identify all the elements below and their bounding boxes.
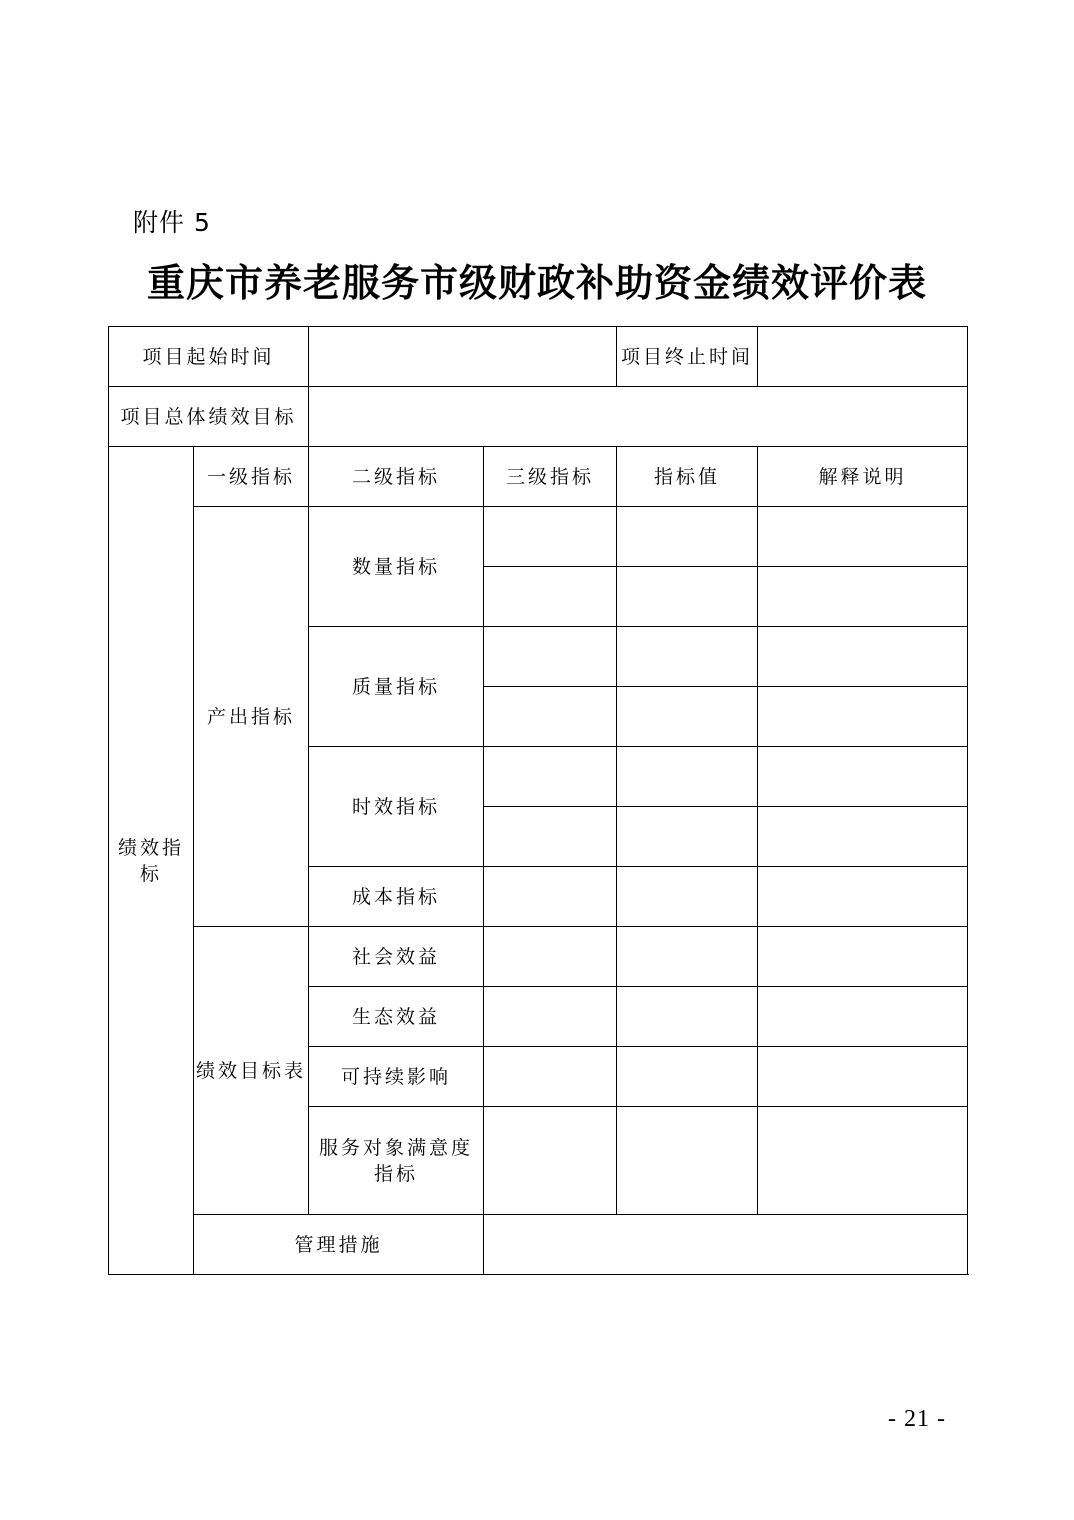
column-header-level3: 三级指标 (484, 447, 617, 507)
explanation-cell[interactable] (758, 1107, 968, 1215)
value-cell[interactable] (617, 987, 758, 1047)
value-cell[interactable] (617, 807, 758, 867)
cost-indicator-label: 成本指标 (309, 867, 484, 927)
value-cell[interactable] (617, 687, 758, 747)
level3-cell[interactable] (484, 627, 617, 687)
explanation-cell[interactable] (758, 687, 968, 747)
explanation-cell[interactable] (758, 867, 968, 927)
level3-cell[interactable] (484, 807, 617, 867)
explanation-cell[interactable] (758, 927, 968, 987)
page-number: - 21 - (888, 1406, 946, 1432)
explanation-cell[interactable] (758, 567, 968, 627)
quantity-indicator-label: 数量指标 (309, 507, 484, 627)
level3-cell[interactable] (484, 867, 617, 927)
overall-goal-field[interactable] (309, 387, 968, 447)
value-cell[interactable] (617, 747, 758, 807)
end-time-label: 项目终止时间 (617, 327, 758, 387)
attachment-label: 附件 5 (133, 208, 211, 237)
sustainable-impact-label: 可持续影响 (309, 1047, 484, 1107)
ecological-benefit-label: 生态效益 (309, 987, 484, 1047)
level3-cell[interactable] (484, 1047, 617, 1107)
overall-goal-label: 项目总体绩效目标 (109, 387, 309, 447)
value-cell[interactable] (617, 567, 758, 627)
level3-cell[interactable] (484, 567, 617, 627)
satisfaction-indicator-label: 服务对象满意度指标 (309, 1107, 484, 1215)
quality-indicator-label: 质量指标 (309, 627, 484, 747)
value-cell[interactable] (617, 1047, 758, 1107)
explanation-cell[interactable] (758, 1047, 968, 1107)
level3-cell[interactable] (484, 927, 617, 987)
column-header-level1: 一级指标 (194, 447, 309, 507)
management-measures-label: 管理措施 (194, 1215, 484, 1275)
explanation-cell[interactable] (758, 987, 968, 1047)
performance-target-table-label: 绩效目标表 (194, 927, 309, 1215)
timeliness-indicator-label: 时效指标 (309, 747, 484, 867)
column-header-value: 指标值 (617, 447, 758, 507)
level3-cell[interactable] (484, 987, 617, 1047)
output-indicators-label: 产出指标 (194, 507, 309, 927)
explanation-cell[interactable] (758, 747, 968, 807)
form-title: 重庆市养老服务市级财政补助资金绩效评价表 (146, 260, 927, 305)
value-cell[interactable] (617, 1107, 758, 1215)
value-cell[interactable] (617, 627, 758, 687)
explanation-cell[interactable] (758, 507, 968, 567)
start-time-label: 项目起始时间 (109, 327, 309, 387)
level3-cell[interactable] (484, 1107, 617, 1215)
performance-evaluation-table (108, 326, 968, 1275)
column-header-explanation: 解释说明 (758, 447, 968, 507)
level3-cell[interactable] (484, 747, 617, 807)
performance-indicators-label: 绩效指标 (109, 447, 194, 1275)
end-time-field[interactable] (758, 327, 968, 387)
value-cell[interactable] (617, 867, 758, 927)
column-header-level2: 二级指标 (309, 447, 484, 507)
explanation-cell[interactable] (758, 627, 968, 687)
social-benefit-label: 社会效益 (309, 927, 484, 987)
value-cell[interactable] (617, 507, 758, 567)
explanation-cell[interactable] (758, 807, 968, 867)
management-measures-field[interactable] (484, 1215, 968, 1275)
level3-cell[interactable] (484, 507, 617, 567)
value-cell[interactable] (617, 927, 758, 987)
level3-cell[interactable] (484, 687, 617, 747)
start-time-field[interactable] (309, 327, 617, 387)
